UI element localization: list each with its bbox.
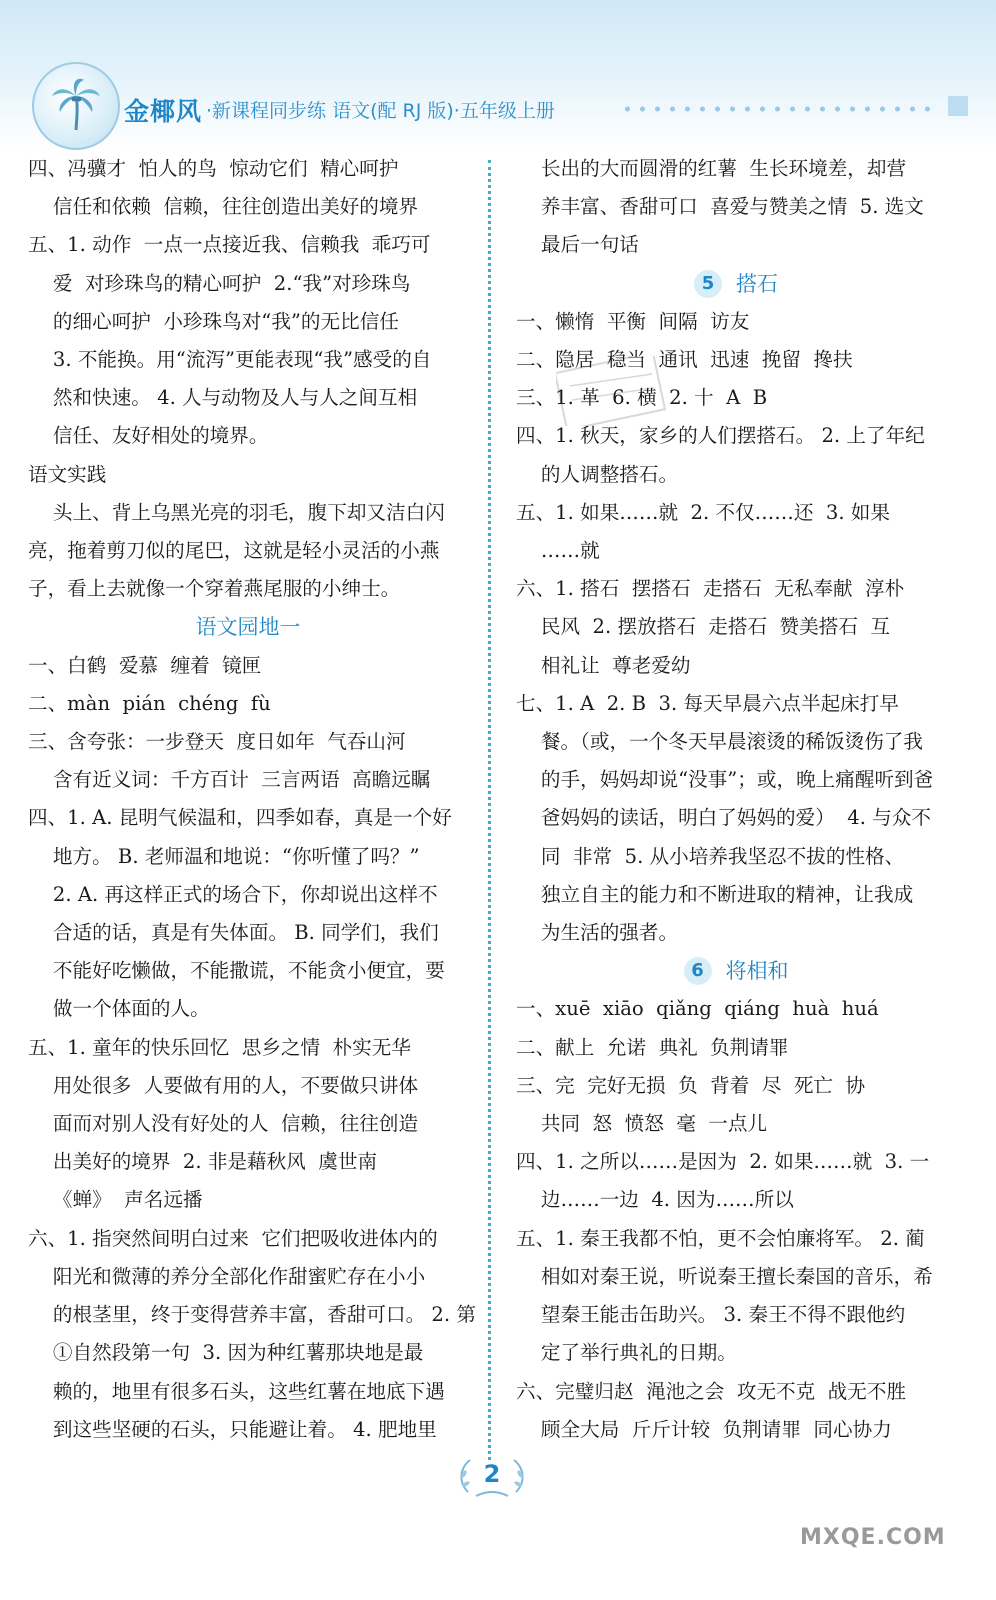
answer-line: 出美好的境界 2. 非是藉秋风 虞世南 (28, 1150, 378, 1174)
answer-line: 四、1. 之所以……是因为 2. 如果……就 3. 一 (516, 1150, 930, 1174)
answer-line: 最后一句话 (516, 233, 639, 257)
corner-watermark: MXQE.COM (800, 1525, 946, 1550)
palm-tree-logo-icon (32, 62, 120, 150)
answer-line: 餐。（或，一个冬天早晨滚烫的稀饭烫伤了我 (516, 730, 923, 754)
answer-line: 不能好吃懒做，不能撒谎，不能贪小便宜，要 (28, 959, 445, 983)
answer-line: ……就 (516, 539, 600, 563)
answer-line: 的人调整搭石。 (516, 462, 679, 486)
answer-line: 为生活的强者。 (516, 921, 679, 945)
answer-line: 《蝉》 声名远播 (28, 1188, 203, 1212)
left-answer-column (28, 150, 476, 1449)
page-number: 2 (483, 1460, 501, 1488)
answer-line: 地方。 B. 老师温和地说：“你听懂了吗？” (28, 844, 420, 868)
answer-line: 头上、背上乌黑光亮的羽毛，腹下却又洁白闪 (28, 500, 445, 524)
header-dot-decoration (620, 104, 940, 114)
answer-line: 六、完璧归赵 渑池之会 攻无不克 战无不胜 (516, 1379, 907, 1403)
answer-line: 共同 怒 愤怒 毫 一点儿 (516, 1112, 768, 1136)
answer-line: 爸妈妈的读话，明白了妈妈的爱） 4. 与众不 (516, 806, 931, 830)
answer-line: 的手，妈妈却说“没事”；或，晚上痛醒听到爸 (516, 768, 934, 792)
answer-line: 六、1. 指突然间明白过来 它们把吸收进体内的 (28, 1226, 438, 1250)
column-divider (488, 160, 491, 1460)
answer-line: 长出的大而圆滑的红薯 生长环境差，却营 (516, 157, 907, 180)
answer-line: 子，看上去就像一个穿着燕尾服的小绅士。 (28, 577, 401, 601)
answer-line: 顾全大局 斤斤计较 负荆请罪 同心协力 (516, 1417, 892, 1441)
answer-line: 面而对别人没有好处的人 信赖，往往创造 (28, 1112, 419, 1136)
answer-line: 二、màn pián chéng fù (28, 691, 271, 715)
answer-line: 一、懒惰 平衡 间隔 访友 (516, 309, 750, 333)
answer-line: ①自然段第一句 3. 因为种红薯那块地是最 (28, 1341, 424, 1365)
answer-line: 一、xuē xiāo qiǎng qiáng huà huá (516, 997, 879, 1021)
answer-line: 二、隐居 稳当 通讯 迅速 挽留 搀扶 (516, 348, 853, 372)
answer-line: 同 非常 5. 从小培养我坚忍不拔的性格、 (516, 844, 905, 868)
right-answer-column (516, 150, 956, 1449)
section-heading (516, 952, 956, 990)
answer-line: 五、1. 如果……就 2. 不仅……还 3. 如果 (516, 500, 890, 524)
lesson-number-badge: 6 (684, 957, 712, 985)
answer-line: 三、完 完好无损 负 背着 尽 死亡 协 (516, 1073, 866, 1097)
answer-line: 阳光和微薄的养分全部化作甜蜜贮存在小小 (28, 1264, 426, 1288)
answer-line: 四、1. 秋天，家乡的人们摆搭石。 2. 上了年纪 (516, 424, 925, 448)
section-heading-text: 将相和 (725, 959, 789, 984)
answer-line: 然和快速。 4. 人与动物及人与人之间互相 (28, 386, 418, 410)
answer-line: 做一个体面的人。 (28, 997, 210, 1021)
book-subtitle: ·新课程同步练 语文(配 RJ 版)·五年级上册 (206, 100, 555, 122)
answer-line: 相礼让 尊老爱幼 (516, 653, 691, 677)
answer-line: 独立自主的能力和不断进取的精神，让我成 (516, 882, 914, 906)
answer-line: 到这些坚硬的石头，只能避让着。 4. 肥地里 (28, 1417, 437, 1441)
answer-line: 信任、友好相处的境界。 (28, 424, 269, 448)
answer-line: 三、1. 革 6. 横 2. 十 A B (516, 386, 768, 410)
answer-line: 含有近义词：千方百计 三言两语 高瞻远瞩 (28, 768, 431, 792)
answer-line: 亮，拖着剪刀似的尾巴，这就是轻小灵活的小燕 (28, 539, 440, 563)
answer-line: 七、1. A 2. B 3. 每天早晨六点半起床打早 (516, 691, 899, 715)
page-number-badge (454, 1452, 530, 1500)
answer-line: 三、含夸张：一步登天 度日如年 气吞山河 (28, 730, 406, 754)
answer-line: 边……一边 4. 因为……所以 (516, 1188, 794, 1212)
answer-line: 的根茎里，终于变得营养丰富，香甜可口。 2. 第 (28, 1303, 476, 1327)
answer-line: 养丰富、香甜可口 喜爱与赞美之情 5. 选文 (516, 195, 924, 219)
lesson-number-badge: 5 (694, 270, 722, 298)
answer-line: 3. 不能换。用“流泻”更能表现“我”感受的自 (28, 348, 432, 372)
header-banner (0, 0, 996, 150)
section-heading (516, 265, 956, 303)
answer-line: 二、献上 允诺 典礼 负荆请罪 (516, 1035, 789, 1059)
answer-line: 一、白鹤 爱慕 缠着 镜匣 (28, 653, 262, 677)
section-heading-text: 搭石 (736, 271, 778, 296)
answer-line: 爱 对珍珠鸟的精心呵护 2.“我”对珍珠鸟 (28, 271, 411, 295)
answer-line: 合适的话，真是有失体面。 B. 同学们，我们 (28, 921, 439, 945)
answer-line: 定了举行典礼的日期。 (516, 1341, 737, 1365)
answer-line: 的细心呵护 小珍珠鸟对“我”的无比信任 (28, 309, 399, 333)
header-square-decoration (948, 96, 968, 116)
answer-line: 望秦王能击缶助兴。 3. 秦王不得不跟他约 (516, 1303, 906, 1327)
answer-line: 五、1. 秦王我都不怕，更不会怕廉将军。 2. 蔺 (516, 1226, 925, 1250)
answer-line: 赖的，地里有很多石头，这些红薯在地底下遇 (28, 1379, 445, 1403)
answer-line: 四、冯骥才 怕人的鸟 惊动它们 精心呵护 (28, 157, 399, 180)
answer-line: 五、1. 童年的快乐回忆 思乡之情 朴实无华 (28, 1035, 411, 1059)
answer-line: 语文实践 (28, 462, 107, 486)
answer-line: 2. A. 再这样正式的场合下，你却说出这样不 (28, 882, 438, 906)
brand-title: 金椰风 (124, 97, 203, 126)
section-heading-text: 语文园地一 (195, 615, 301, 640)
answer-line: 信任和依赖 信赖，往往创造出美好的境界 (28, 195, 419, 219)
answer-line: 五、1. 动作 一点一点接近我、信赖我 乖巧可 (28, 233, 431, 257)
section-heading (28, 608, 468, 646)
answer-line: 六、1. 搭石 摆搭石 走搭石 无私奉献 淳朴 (516, 577, 905, 601)
answer-line: 四、1. A. 昆明气候温和，四季如春，真是一个好 (28, 806, 452, 830)
answer-line: 相如对秦王说，听说秦王擅长秦国的音乐，希 (516, 1264, 933, 1288)
answer-line: 用处很多 人要做有用的人，不要做只讲体 (28, 1073, 419, 1097)
answer-line: 民风 2. 摆放搭石 走搭石 赞美搭石 互 (516, 615, 890, 639)
